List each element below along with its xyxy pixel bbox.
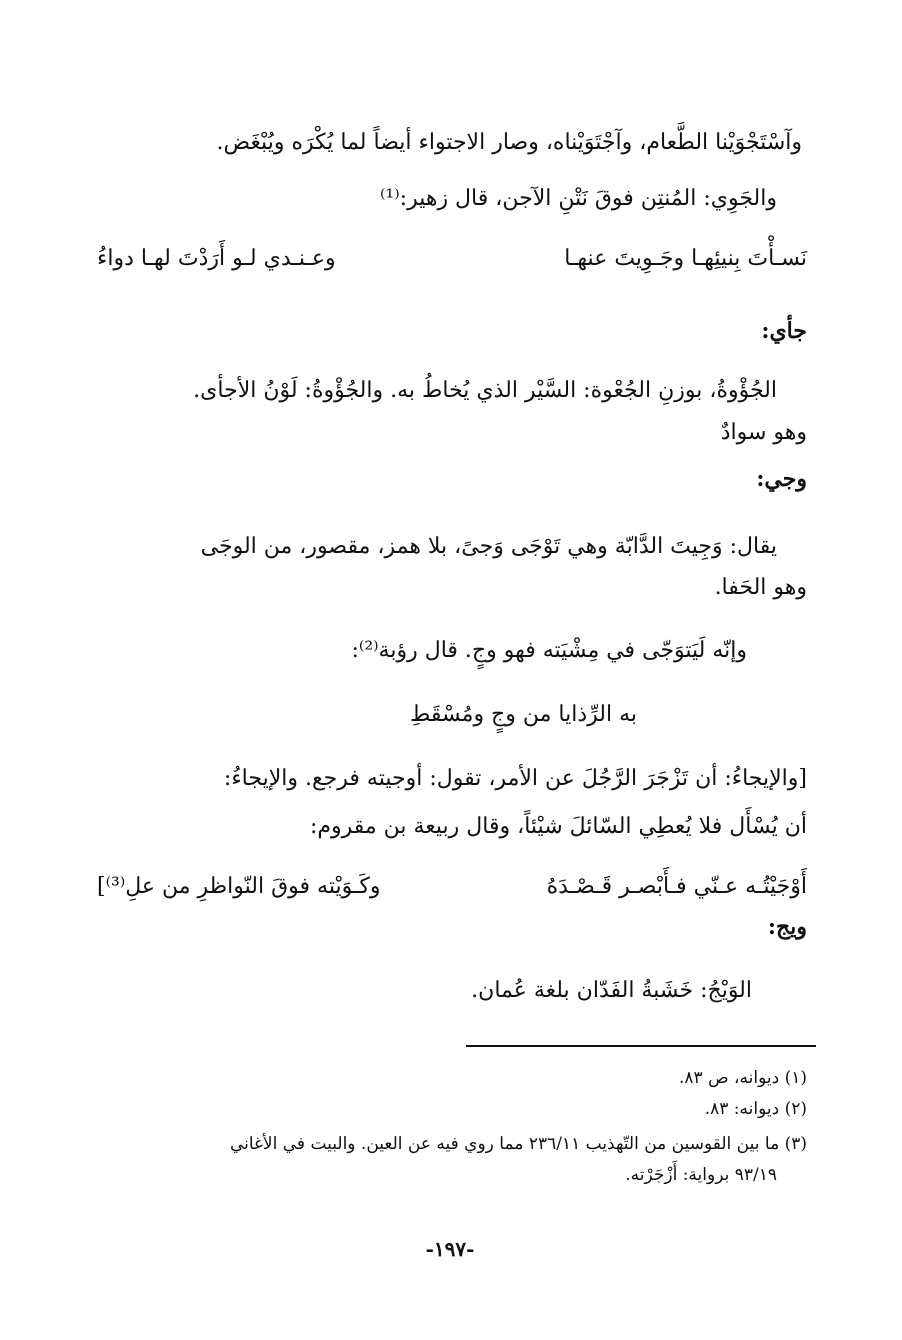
body-line-10: أن يُسْأَل فلا يُعطِي السّائلَ شيْئاً، وقال ربيعة بن مقروم: <box>309 814 807 839</box>
footnote-separator <box>466 1045 816 1047</box>
verse-first-hemistich: أَوْجَيْتُـه عـنّي فـأَبْصـر قَـصْـدَهُ <box>546 874 807 899</box>
footnote-2: (٢) ديوانه: ٨٣. <box>704 1099 807 1119</box>
verse-ruba: به الرِّذايا من وجٍ ومُسْقَطِ <box>410 702 637 727</box>
page-number: -١٩٧- <box>425 1237 475 1261</box>
heading-jay: جأي: <box>761 318 807 344</box>
body-line-3: الجُؤْوةُ، بوزنِ الجُعْوة: السَّيْر الذي يُخاطُ به. والجُؤْوةُ: لَوْنُ الأجأى. <box>193 378 777 403</box>
heading-wayj: ويج: <box>767 914 807 940</box>
body-line-6: وهو الحَفا. <box>714 575 807 600</box>
verse-zuhair <box>97 244 807 274</box>
body-line-7: وإنّه لَيَتوَجّى في مِشْيَته فهو وجٍ. قال رؤبة⁽²⁾: <box>351 638 747 663</box>
body-line-5: يقال: وَجِيتَ الدَّابّة وهي تَوْجَى وَجىً، بلا همز، مقصور، من الوجَى <box>200 534 777 559</box>
footnote-1: (١) ديوانه، ص ٨٣. <box>679 1068 807 1088</box>
verse-rabia <box>97 872 807 902</box>
body-line-11: الوَيْجُ: خَشَبةُ الفَدّان بلغة عُمان. <box>471 978 752 1003</box>
footnote-3-continuation: ٩٣/١٩ برواية: أَزْجَرْته. <box>625 1165 777 1185</box>
body-line-9: [والإيجاءُ: أن تَزْجَرَ الرَّجُلَ عن الأمر، تقول: أوجيته فرجع. والإيجاءُ: <box>223 766 807 791</box>
body-line-4: وهو سوادٌ <box>720 420 807 445</box>
body-line-2: والجَوِي: المُنتِن فوقَ نَتْنِ الآجن، قال زهير:⁽¹⁾ <box>380 186 777 211</box>
verse-first-hemistich: نَسـأْتَ بِنيئِهـا وجَـوِيتَ عنهـا <box>564 246 807 271</box>
footnote-3: (٣) ما بين القوسين من التّهذيب ٢٣٦/١١ مما روي فيه عن العين. والبيت في الأغاني <box>229 1134 807 1154</box>
heading-waji: وجي: <box>756 466 807 492</box>
body-line-1: وآسْتَجْوَيْنا الطَّعام، وآجْتَوَيْناه، وصار الاجتواء أيضاً لما يُكْرَه ويُبْغَض. <box>216 130 802 155</box>
verse-second-hemistich: وعـنـدي لـو أَرَدْتَ لهـا دواءُ <box>97 246 336 271</box>
verse-second-hemistich: وكَـوَيْته فوقَ النّواظرِ من علِ⁽³⁾] <box>97 874 381 899</box>
